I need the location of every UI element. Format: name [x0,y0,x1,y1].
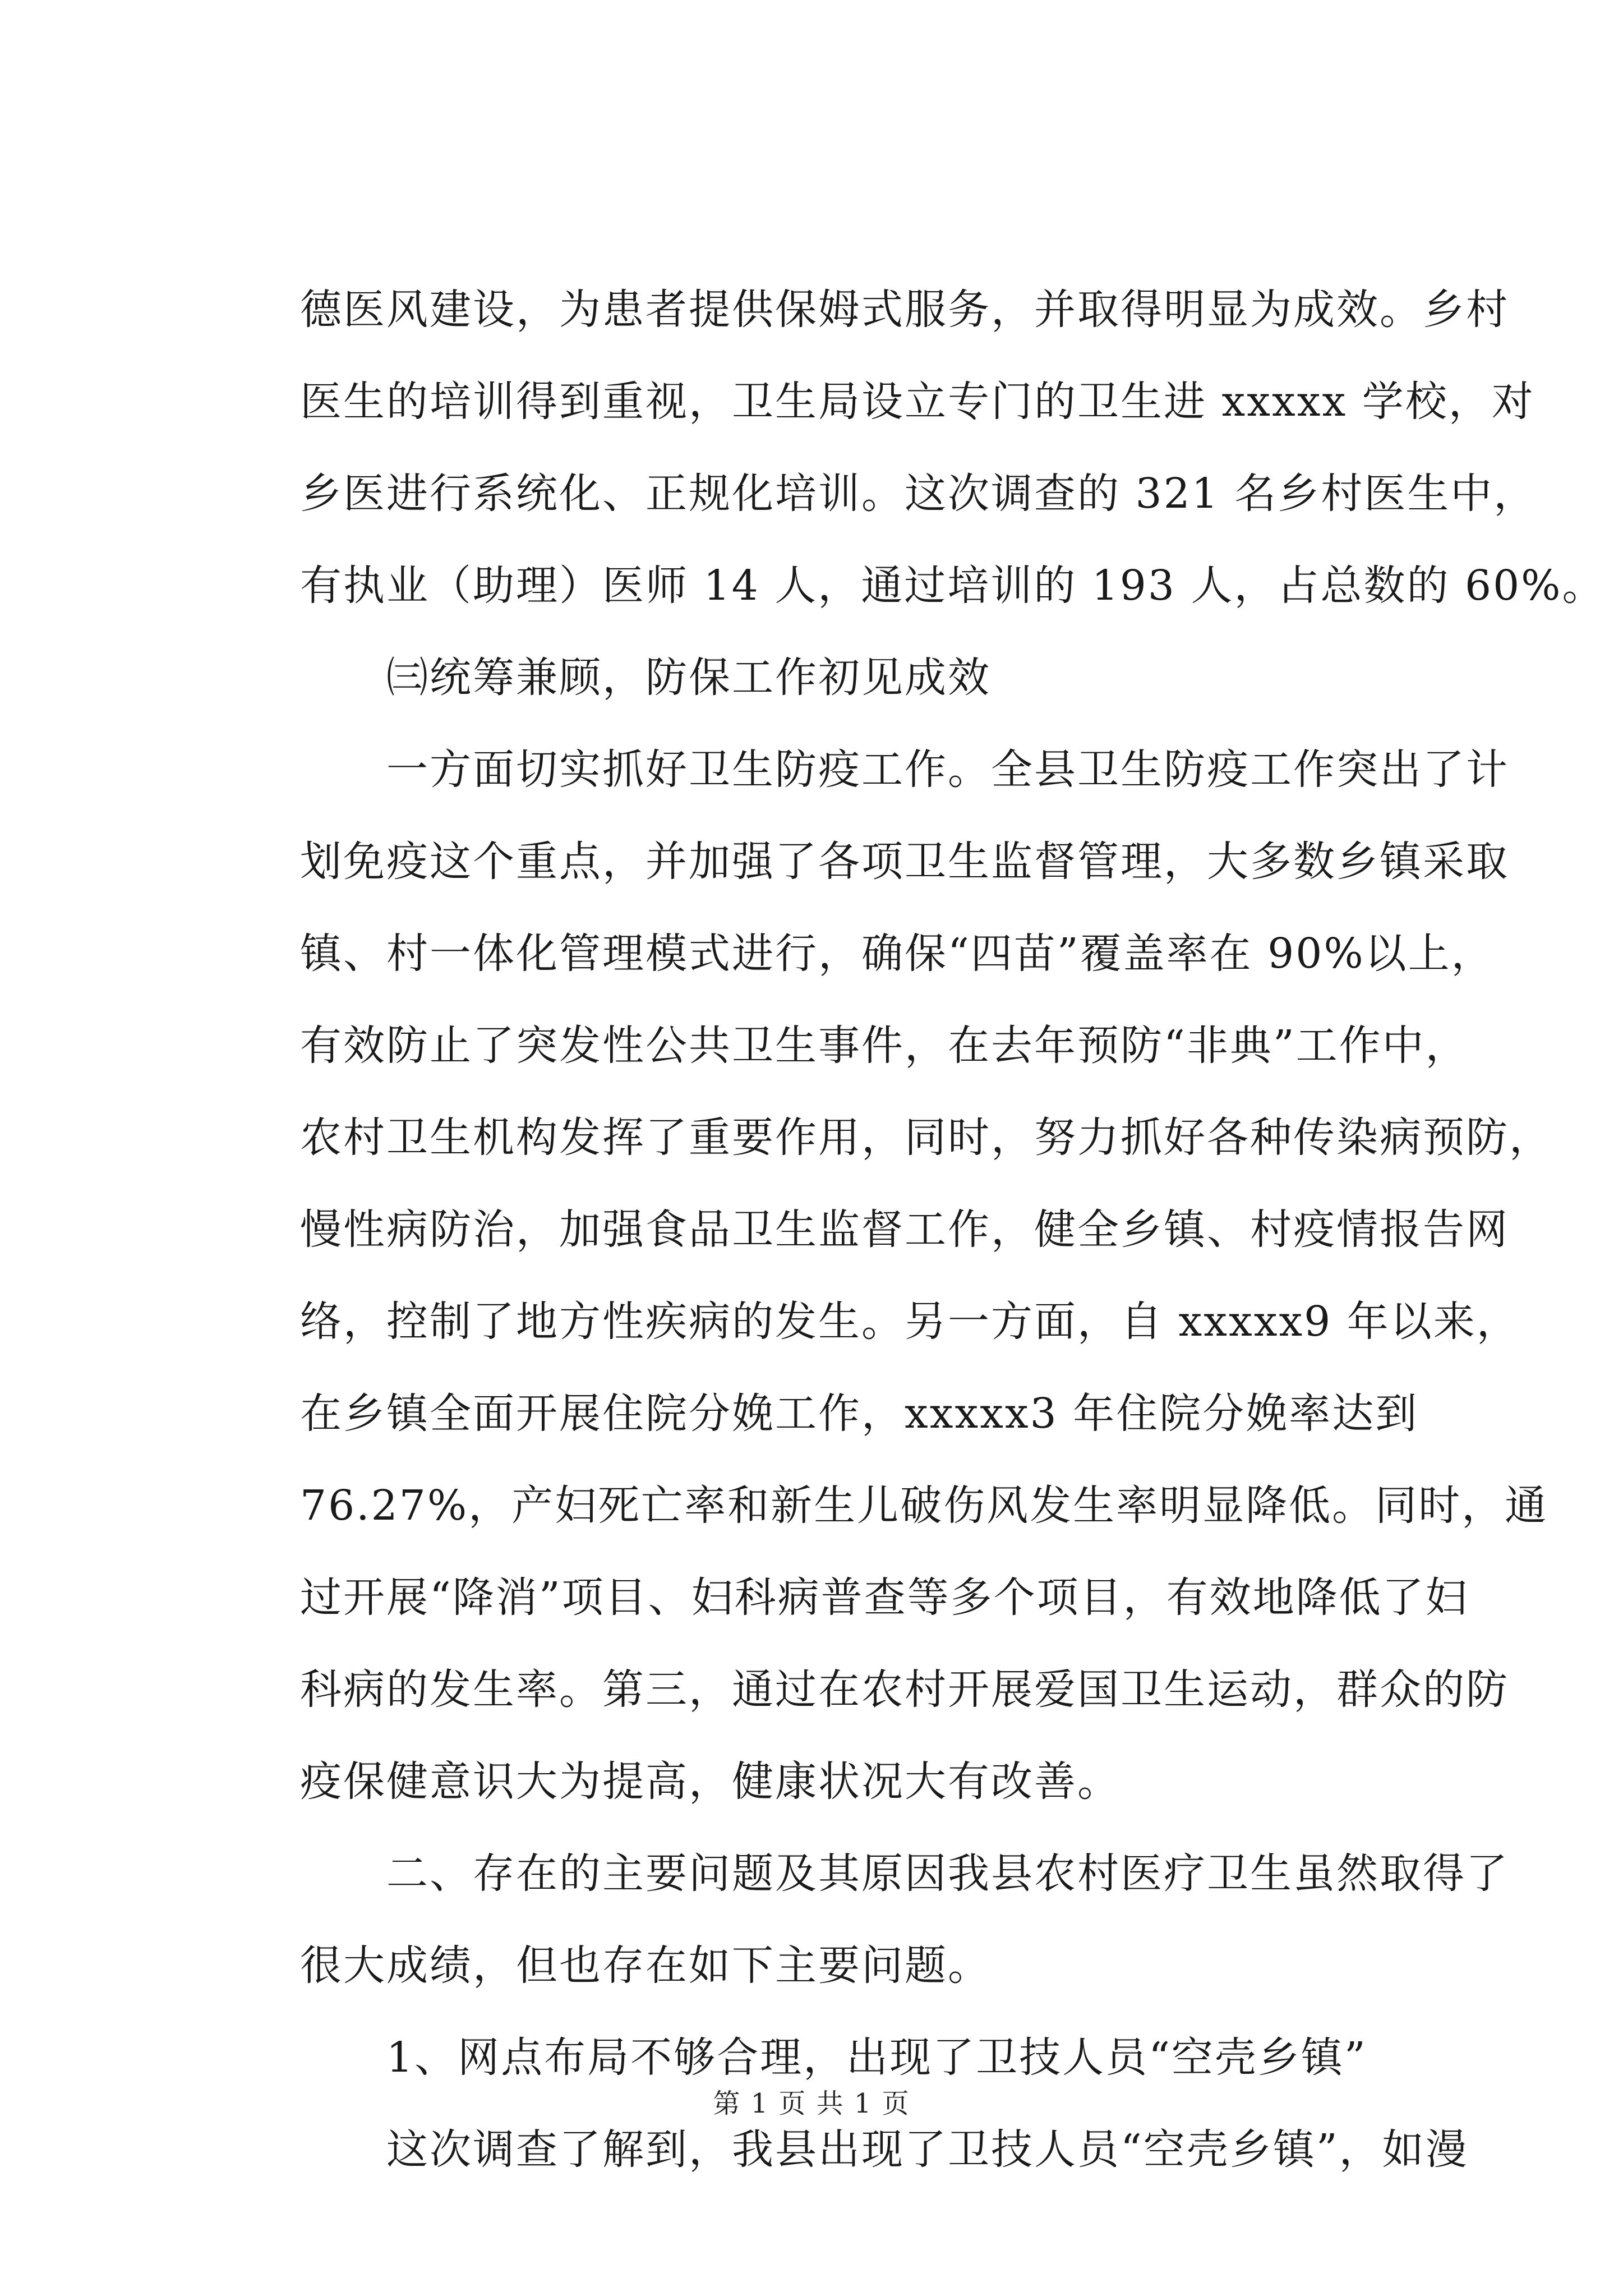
text-line: 划免疫这个重点，并加强了各项卫生监督管理，大多数乡镇采取 [300,838,1509,886]
text-line: 有执业（助理）医师 14 人，通过培训的 193 人，占总数的 60%。 [300,562,1606,610]
text-line: 76.27%，产妇死亡率和新生儿破伤风发生率明显降低。同时，通 [300,1481,1548,1530]
text-line: 镇、村一体化管理模式进行，确保“四苗”覆盖率在 90%以上， [300,930,1495,978]
text-line: 德医风建设，为患者提供保姆式服务，并取得明显为成效。乡村 [300,286,1509,334]
text-line: 疫保健意识大为提高，健康状况大有改善。 [300,1757,1121,1806]
text-line: 农村卫生机构发挥了重要作用，同时，努力抓好各种传染病预防， [300,1114,1552,1162]
text-line: 一方面切实抓好卫生防疫工作。全县卫生防疫工作突出了计 [300,746,1509,794]
section-heading: 1、网点布局不够合理，出现了卫技人员“空壳乡镇” [300,2033,1367,2082]
text-line: 在乡镇全面开展住院分娩工作，xxxxx3 年住院分娩率达到 [300,1389,1419,1438]
text-line: 络，控制了地方性疾病的发生。另一方面，自 xxxxx9 年以来， [300,1297,1520,1346]
text-line: 过开展“降消”项目、妇科病普查等多个项目，有效地降低了妇 [300,1573,1469,1622]
page-footer: 第 1 页 共 1 页 [713,2088,910,2119]
section-heading: ㈢统筹兼顾，防保工作初见成效 [300,654,991,702]
document-body [300,264,1606,2196]
text-line: 医生的培训得到重视，卫生局设立专门的卫生进 xxxxx 学校，对 [300,378,1535,426]
text-line: 这次调查了解到，我县出现了卫技人员“空壳乡镇”，如漫 [300,2125,1469,2174]
text-line: 科病的发生率。第三，通过在农村开展爱国卫生运动，群众的防 [300,1665,1509,1714]
text-line: 慢性病防治，加强食品卫生监督工作，健全乡镇、村疫情报告网 [300,1205,1509,1254]
text-line: 乡医进行系统化、正规化培训。这次调查的 321 名乡村医生中， [300,470,1537,518]
text-line: 很大成绩，但也存在如下主要问题。 [300,1941,991,1990]
text-line: 有效防止了突发性公共卫生事件，在去年预防“非典”工作中， [300,1022,1469,1070]
text-line: 二、存在的主要问题及其原因我县农村医疗卫生虽然取得了 [300,1849,1509,1898]
